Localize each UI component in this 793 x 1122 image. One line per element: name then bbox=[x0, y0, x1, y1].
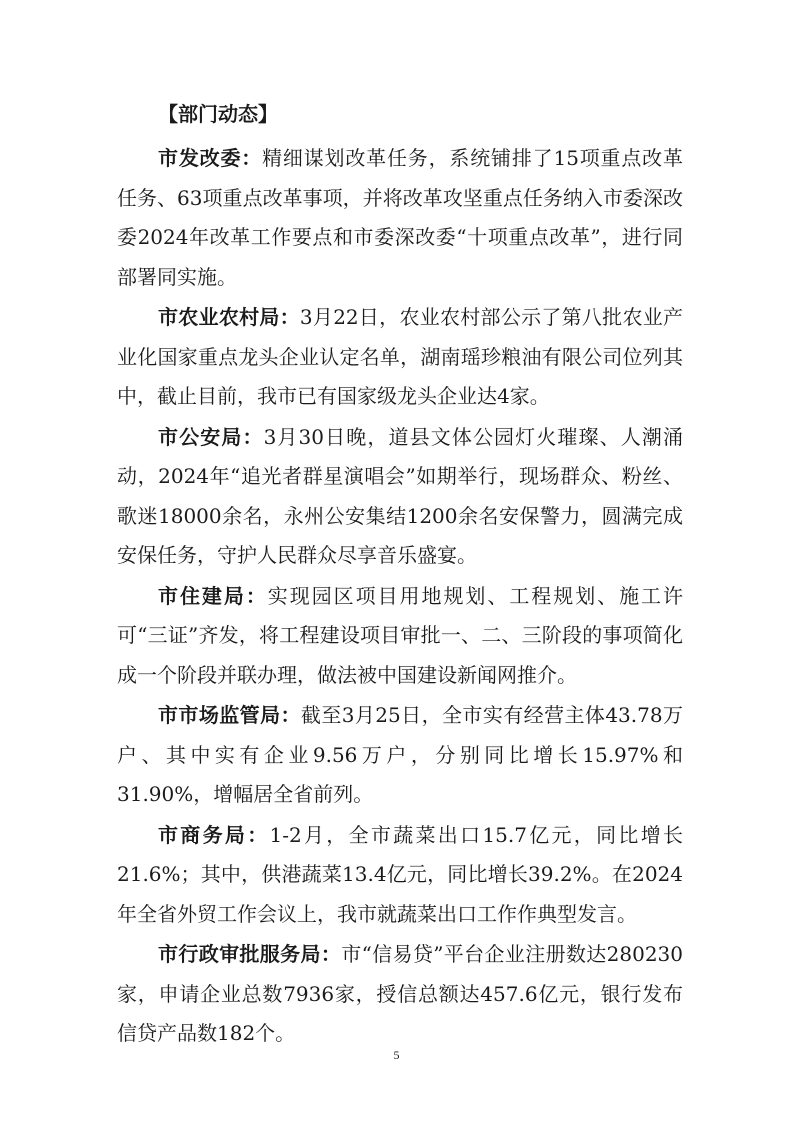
department-name: 市商务局： bbox=[158, 822, 270, 847]
department-name: 市发改委： bbox=[158, 146, 263, 170]
news-item-public-security bbox=[117, 418, 683, 576]
department-name: 市公安局： bbox=[158, 424, 264, 449]
news-list bbox=[117, 139, 683, 1055]
news-text: 1-2月，全市蔬菜出口15.7亿元，同比增长21.6%；其中，供港蔬菜13.4亿元，同比增长39.2%。在2024年全省外贸工作会议上，我市就蔬菜出口工作作典型发言。 bbox=[117, 822, 683, 926]
news-text: 3月22日，农业农村部公示了第八批农业产业化国家重点龙头企业认定名单，湖南瑶珍粮油有限公司位列其中，截止目前，我市已有国家级龙头企业达4家。 bbox=[117, 305, 684, 408]
news-text: 精细谋划改革任务，系统铺排了15项重点改革任务、63项重点改革事项，并将改革攻坚重点任务纳入市委深改委2024年改革工作要点和市委深改委“十项重点改革”，进行同部署同实施。 bbox=[117, 146, 684, 289]
news-item-market-regulation bbox=[117, 696, 683, 815]
news-item-administrative-approval bbox=[117, 935, 683, 1054]
news-text: 市“信易贷”平台企业注册数达280230家，申请企业总数7936家，授信总额达457.6亿元，银行发布信贷产品数182个。 bbox=[117, 942, 684, 1045]
news-item-agriculture bbox=[117, 298, 683, 417]
department-name: 市市场监管局： bbox=[158, 703, 301, 727]
department-name: 市农业农村局： bbox=[158, 305, 300, 329]
page-number: 5 bbox=[393, 1048, 400, 1062]
news-item-fagaiwei bbox=[117, 139, 683, 297]
news-item-housing bbox=[117, 577, 683, 696]
news-text: 实现园区项目用地规划、工程规划、施工许可“三证”齐发，将工程建设项目审批一、二、三阶段的事项简化成一个阶段并联办理，做法被中国建设新闻网推介。 bbox=[117, 583, 684, 687]
news-text: 3月30日晚，道县文体公园灯火璀璨、人潮涌动，2024年“追光者群星演唱会”如期举行，现场群众、粉丝、歌迷18000余名，永州公安集结1200余名安保警力，圆满完成安保任务，守护人民群众尽享音乐盛宴。 bbox=[117, 424, 683, 567]
news-text: 截至3月25日，全市实有经营主体43.78万户、其中实有企业9.56万户，分别同比增长15.97%和31.90%，增幅居全省前列。 bbox=[117, 703, 684, 806]
department-name: 市行政审批服务局： bbox=[158, 942, 342, 966]
department-name: 市住建局： bbox=[158, 583, 268, 608]
section-heading: 【部门动态】 bbox=[158, 102, 278, 126]
news-item-commerce bbox=[117, 816, 683, 935]
